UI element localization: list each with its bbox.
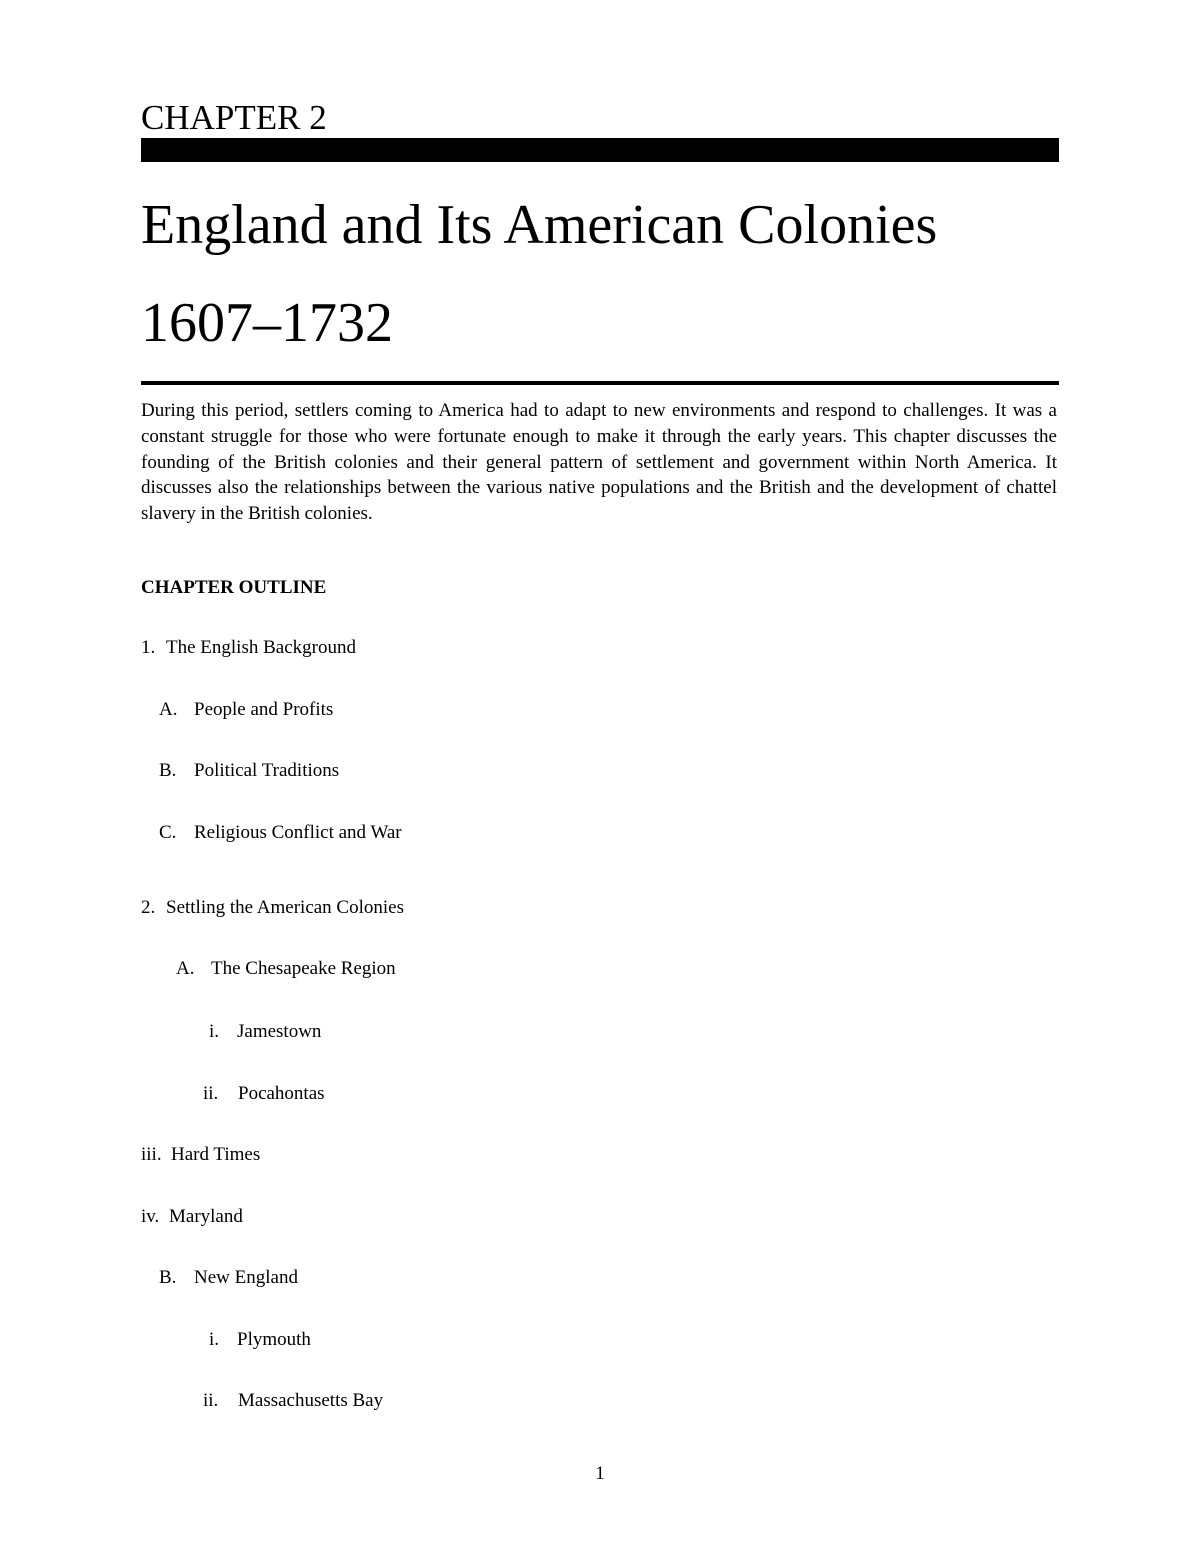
- outline-text: Plymouth: [237, 1329, 311, 1350]
- outline-item: [203, 1389, 383, 1413]
- outline-text: People and Profits: [194, 699, 334, 720]
- outline-marker: B.: [159, 760, 177, 781]
- outline-marker: ii.: [203, 1390, 219, 1411]
- outline-item: [203, 1082, 325, 1106]
- outline-marker: C.: [159, 822, 177, 843]
- outline-marker: iii.: [141, 1144, 162, 1165]
- outline-item: [209, 1328, 311, 1352]
- outline-text: Hard Times: [171, 1144, 261, 1165]
- outline-heading: CHAPTER OUTLINE: [141, 577, 327, 598]
- outline-text: Pocahontas: [238, 1083, 325, 1104]
- chapter-date-range: 1607–1732: [141, 292, 393, 354]
- outline-item: [141, 636, 356, 660]
- outline-marker: A.: [176, 958, 195, 979]
- outline-text: Massachusetts Bay: [238, 1390, 384, 1411]
- outline-text: The English Background: [166, 637, 356, 658]
- intro-paragraph: During this period, settlers coming to America had to adapt to new environments and respond to challenges. It was a constant struggle for those who were fortunate enough to make it through the early years. This chapter discusses the founding of the British colonies and their general pattern of settlement and government within North America. It discusses also the relationships between the various native populations and the British and the development of chattel slavery in the British colonies.: [141, 400, 1057, 525]
- outline-marker: iv.: [141, 1206, 160, 1227]
- page-number: 1: [595, 1463, 605, 1484]
- outline-marker: i.: [209, 1329, 220, 1350]
- outline-item: [141, 1205, 243, 1229]
- outline-marker: i.: [209, 1021, 220, 1042]
- outline-text: Maryland: [169, 1206, 243, 1227]
- chapter-label: CHAPTER 2: [141, 98, 327, 137]
- outline-text: Jamestown: [237, 1021, 322, 1042]
- chapter-divider-bar: [141, 138, 1059, 162]
- outline-text: Settling the American Colonies: [166, 897, 404, 918]
- outline-item: [176, 957, 396, 981]
- outline-item: [209, 1020, 321, 1044]
- outline-text: Religious Conflict and War: [194, 822, 402, 843]
- outline-marker: ii.: [203, 1083, 219, 1104]
- outline-item: [141, 1143, 260, 1167]
- outline-text: New England: [194, 1267, 298, 1288]
- outline-marker: B.: [159, 1267, 177, 1288]
- outline-item: [159, 698, 333, 722]
- outline-item: [159, 1266, 298, 1290]
- outline-item: [141, 896, 404, 920]
- outline-marker: 2.: [141, 897, 156, 918]
- chapter-title: England and Its American Colonies: [141, 194, 938, 256]
- title-divider-rule: [141, 381, 1059, 385]
- outline-text: The Chesapeake Region: [211, 958, 396, 979]
- outline-item: [159, 759, 339, 783]
- outline-item: [159, 821, 402, 845]
- outline-marker: A.: [159, 699, 178, 720]
- outline-marker: 1.: [141, 637, 156, 658]
- outline-text: Political Traditions: [194, 760, 340, 781]
